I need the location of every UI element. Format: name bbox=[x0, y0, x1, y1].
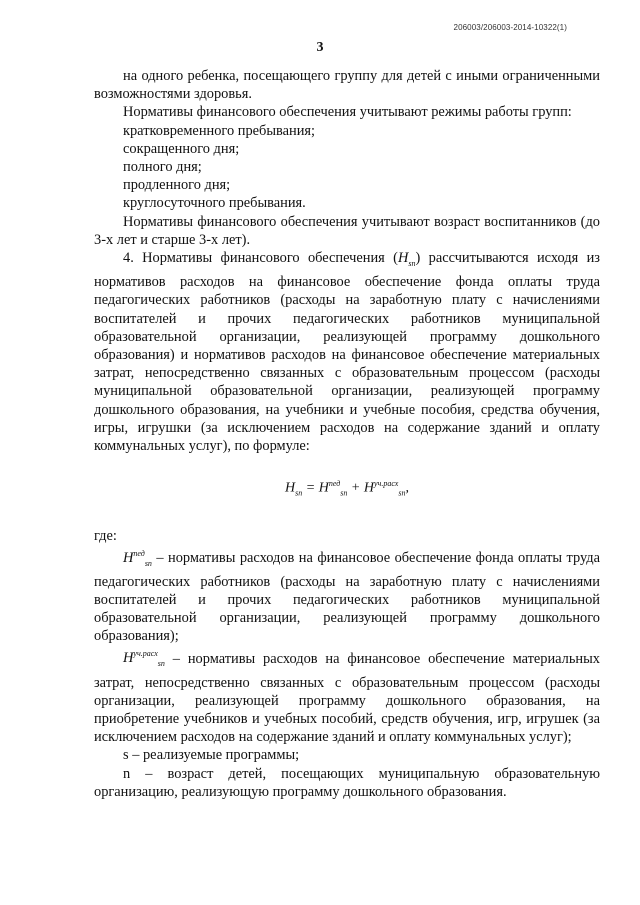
symbol-h-sn: $H_{sn}$ bbox=[397, 250, 416, 268]
paragraph-modes-intro: Нормативы финансового обеспечения учитывают режимы работы групп: bbox=[123, 104, 572, 121]
document-body bbox=[94, 67, 600, 801]
paragraph-continuation: на одного ребенка, посещающего группу для детей с иными ограниченными возможностями здоровья. bbox=[94, 68, 600, 103]
section-4-start: 4. Нормативы финансового обеспечения ( bbox=[123, 250, 398, 267]
section-4-text: ) рассчитываются исходя из нормативов расходов на финансовое обеспечение фонда оплаты труда педагогических работников (расходы на заработную плату с начислениями воспитателей и прочих педагогических работников муниципальной образовательной организации, реализующей программу дошкольного образования) и нормативов расходов на финансовое обеспечение материальных затрат, непосредственно связанных с образовательным процессом (расходы муниципальной образовательной организации, реализующей программу дошкольного образования, на учебники и учебные пособия, средства обучения, игры, игрушки (за исключением расходов на содержание зданий и оплату коммунальных услуг), по формуле: bbox=[94, 250, 600, 454]
formula: $H_{sn} = H^{пед}_{sn} + H^{уч.расх}_{sn}$, bbox=[285, 479, 409, 498]
definition-ped: $H^{пед}_{sn}$ – нормативы расходов на финансовое обеспечение фонда оплаты труда педагогических работников (расходы на заработную плату с начислениями воспитателей и прочих педагогических работников муниципальной образовательной организации, реализующей программу дошкольного образования); bbox=[94, 549, 600, 645]
symbol-h-uch: $H^{уч.расх}_{sn}$ bbox=[123, 649, 165, 669]
mode-item: продленного дня; bbox=[123, 177, 231, 194]
mode-item: полного дня; bbox=[123, 159, 202, 176]
paragraph-section-4 bbox=[94, 249, 600, 455]
page-number: 3 bbox=[316, 40, 324, 55]
mode-item: кратковременного пребывания; bbox=[123, 122, 316, 139]
symbol-h-ped: $H^{пед}_{sn}$ bbox=[123, 549, 152, 568]
definition-s: s – реализуемые программы; bbox=[123, 747, 300, 764]
definition-n: n – возраст детей, посещающих муниципальную образовательную организацию, реализующую программу дошкольного образования. bbox=[94, 765, 600, 800]
where-label: где: bbox=[94, 527, 117, 544]
mode-item: круглосуточного пребывания. bbox=[123, 195, 306, 212]
definition-uch: $H^{уч.расх}_{sn}$ – нормативы расходов на финансовое обеспечение материальных затрат, непосредственно связанных с образовательным процессом (расходы организации, реализующей программу дошкольного образования, на приобретение учебников и учебных пособий, средств обучения, игр, игрушек (за исключением расходов на содержание зданий и оплату коммунальных услуг); bbox=[94, 649, 600, 746]
paragraph-age: Нормативы финансового обеспечения учитывают возраст воспитанников (до 3-х лет и старше 3-х лет). bbox=[94, 213, 600, 248]
document-id: 206003/206003-2014-10322(1) bbox=[453, 23, 567, 32]
mode-item: сокращенного дня; bbox=[123, 140, 240, 157]
